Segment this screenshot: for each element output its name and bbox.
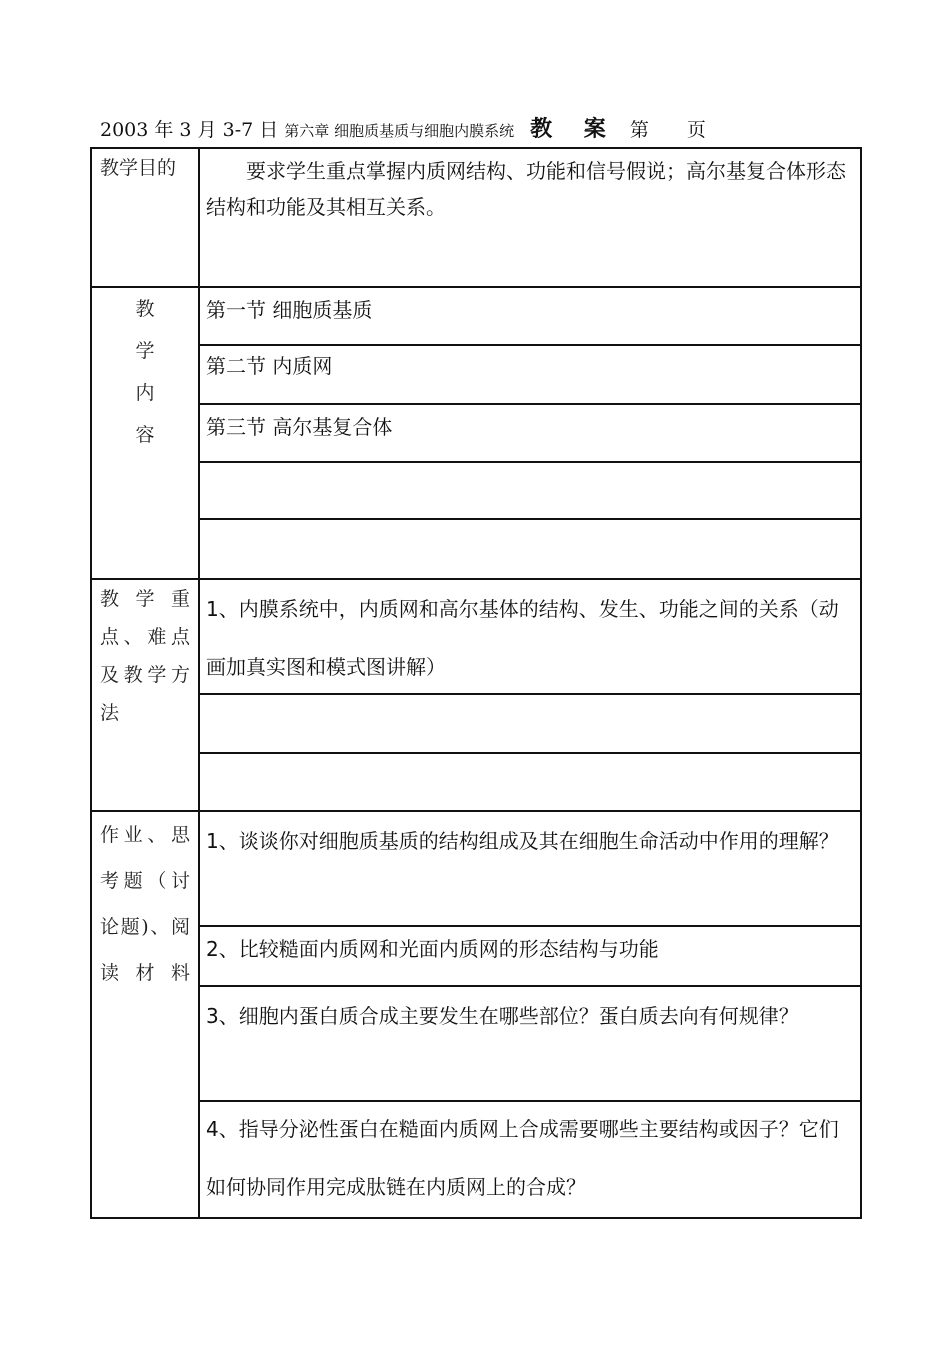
content-item-3: 第三节 高尔基复合体	[206, 415, 393, 439]
header-page: 第 页	[629, 119, 722, 141]
header-chapter: 第六章 细胞质基质与细胞内膜系统	[284, 122, 515, 140]
content-item-row	[198, 518, 862, 580]
objective-label: 教学目的	[100, 157, 177, 179]
homework-item-4: 4、指导分泌性蛋白在糙面内质网上合成需要哪些主要结构或因子？它们如何协同作用完成肽链在内质网上的合成？	[206, 1117, 839, 1199]
keypoints-item-3	[198, 754, 860, 760]
content-item-2: 第二节 内质网	[206, 354, 333, 378]
homework-item-2: 2、比较糙面内质网和光面内质网的形态结构与功能	[206, 937, 659, 961]
keypoints-item-row	[198, 693, 862, 754]
content-item-row	[198, 403, 862, 463]
lesson-plan-table	[90, 147, 862, 1219]
homework-item-row	[198, 810, 862, 927]
homework-item-3: 3、细胞内蛋白质合成主要发生在哪些部位？蛋白质去向有何规律？	[206, 1004, 799, 1028]
homework-item-row	[198, 985, 862, 1102]
content-label	[92, 288, 198, 458]
content-label-char-2: 学	[135, 340, 155, 362]
objective-text: 要求学生重点掌握内质网结构、功能和信号假说；高尔基复合体形态结构和功能及其相互关系。	[206, 159, 846, 219]
header-date: 2003 年 3 月 3-7 日	[100, 119, 279, 141]
keypoints-item-row	[198, 578, 862, 695]
page-header	[100, 112, 820, 143]
content-label-char-3: 内	[135, 382, 155, 404]
keypoints-item-row	[198, 752, 862, 812]
content-label-char-4: 容	[135, 424, 155, 446]
content-item-row	[198, 461, 862, 520]
keypoints-item-2	[198, 693, 860, 699]
content-item-row	[198, 344, 862, 405]
content-item-1: 第一节 细胞质基质	[206, 298, 373, 322]
objective-label-cell	[90, 147, 200, 288]
keypoints-label-cell	[90, 578, 200, 812]
content-item-row	[198, 286, 862, 346]
homework-item-row	[198, 925, 862, 987]
content-label-char-1: 教	[135, 298, 155, 320]
header-title: 教 案	[530, 116, 618, 142]
content-label-cell	[90, 286, 200, 580]
content-item-5	[198, 520, 860, 526]
homework-item-row	[198, 1100, 862, 1219]
homework-item-1: 1、谈谈你对细胞质基质的结构组成及其在细胞生命活动中作用的理解？	[206, 829, 839, 853]
keypoints-item-1: 1、内膜系统中，内质网和高尔基体的结构、发生、功能之间的关系（动画加真实图和模式图讲解）	[206, 597, 839, 679]
content-item-4	[198, 461, 860, 467]
keypoints-label: 教 学 重 点、难点及教学方法	[100, 588, 190, 724]
homework-label-cell	[90, 810, 200, 1219]
objective-row	[198, 147, 862, 288]
homework-label: 作业、思考题（讨论题)、阅读材料	[100, 824, 190, 984]
